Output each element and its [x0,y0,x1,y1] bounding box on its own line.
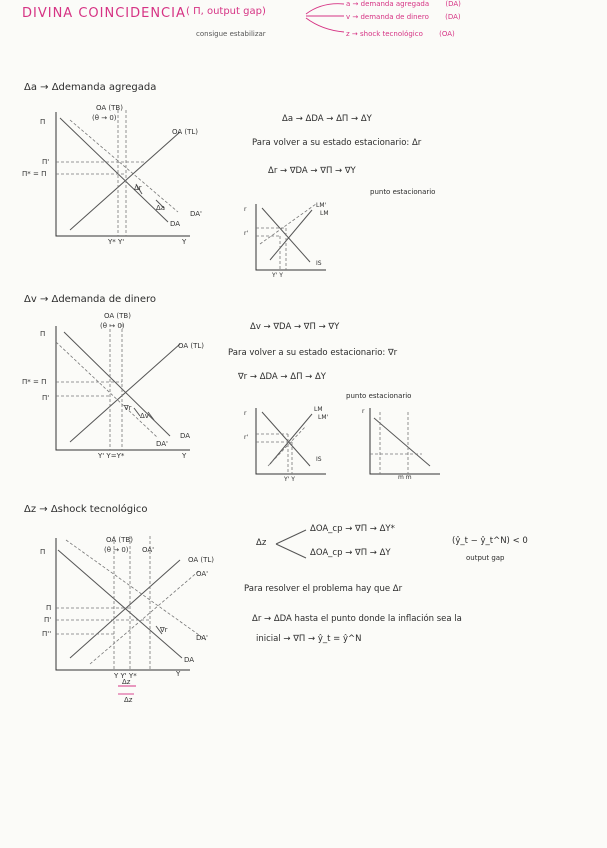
s1-note: punto estacionario [370,188,436,196]
s3-oa2: OA' [142,546,155,554]
s2-lm: LM [314,406,323,413]
s2-chain1: Δv → ∇DA → ∇Π → ∇Y [250,322,340,332]
page-title: DIVINA COINCIDENCIA [22,6,186,21]
section3-heading: Δz → Δshock tecnológico [24,504,148,515]
s2-text: Para volver a su estado estacionario: ∇r [228,348,398,358]
s3-text1: Para resolver el problema hay que Δr [244,584,403,594]
s1-islm-y: Y' Y [272,272,283,279]
s1-y-marks: Y* Y' [108,238,125,246]
s3-gap: (ŷ_t − ŷ_t^N) < 0 [452,536,528,546]
s2-r1: r' [244,434,249,441]
s3-gap-label: output gap [466,554,505,562]
title-paren: ( Π, output gap) [186,6,266,17]
s1-oa-tb: OA (TB) [96,104,123,112]
s2-pi1: Π' [42,394,50,402]
header-item-a: a → demanda agregada (DA) [346,0,461,8]
s2-money-r: r [362,408,365,415]
s3-y-marks: Y Y' Y* [114,672,137,680]
s3-tree-branches [274,526,310,562]
s2-axis-pi: Π [40,330,46,338]
s1-chain1: Δa → ΔDA → ΔΠ → ΔY [282,114,372,124]
s3-branch2: ΔOA_cp → ∇Π → ΔY [310,548,391,558]
s1-chain2: Δr → ∇DA → ∇Π → ∇Y [268,166,356,176]
s3-axis-y: Y [176,670,181,678]
s1-axis-y: Y [182,238,187,246]
section2-heading: Δv → Δdemanda de dinero [24,294,157,305]
s2-y-marks: Y' Y=Y* [98,452,125,460]
section1-oa-da-graph [30,104,230,254]
s2-money-graph [360,404,450,484]
s3-tree-root: Δz [256,538,267,548]
s3-da2: DA' [196,634,208,642]
s3-oa-tb: OA (TB) [106,536,133,544]
header-arrows [302,0,352,40]
s1-lm2: LM' [316,202,327,209]
s2-lm2: LM' [318,414,329,421]
s3-text2: Δr → ΔDA hasta el punto donde la inflación sea la [252,614,462,624]
s2-axis-y: Y [182,452,187,460]
section3-oa-da-graph [30,530,230,690]
s2-oa-tl: OA (TL) [178,342,205,350]
s3-axis-pi: Π [40,548,46,556]
s3-text3: inicial → ∇Π → ŷ_t = ŷ^N [256,634,362,644]
s2-money-m: m m [398,474,412,481]
s2-note: punto estacionario [346,392,412,400]
s2-oa-tb: OA (TB) [104,312,131,320]
s2-islm-y: Y' Y [284,476,295,483]
s1-is: IS [316,260,322,267]
s1-lm: LM [320,210,329,217]
s3-oa-tb-sub: (θ → 0) [104,546,129,554]
s2-arrow-r: ∇r [124,404,132,412]
s1-oa-tb-sub: (θ → 0) [92,114,117,122]
s3-pi: Π [46,604,52,612]
s1-da2: DA' [190,210,202,218]
s3-da: DA [184,656,195,664]
s1-da: DA [170,220,181,228]
s2-oa-tb-sub: (θ → 0) [100,322,125,330]
s1-text: Para volver a su estado estacionario: Δr [252,138,422,148]
s1-arrow-da: Δa [156,204,166,212]
s1-r1: r' [244,230,249,237]
header-item-v: v → demanda de dinero (DA) [346,13,461,21]
s1-r: r [244,206,247,213]
s1-pi1: Π' [42,158,50,166]
s3-oa-tl: OA (TL) [188,556,215,564]
s2-da2: DA' [156,440,168,448]
s2-pi-eq: Π* = Π [22,378,47,386]
s1-arrow-dr: Δr [134,184,142,192]
s2-r: r [244,410,247,417]
s1-oa-tl: OA (TL) [172,128,199,136]
section2-oa-da-graph [30,318,230,468]
section1-heading: Δa → Δdemanda agregada [24,82,157,93]
s2-da: DA [180,432,191,440]
s2-chain2: ∇r → ΔDA → ΔΠ → ΔY [238,372,326,382]
s2-is: IS [316,456,322,463]
s3-pi2: Π'' [42,630,52,638]
s3-dz1: Δz [122,678,131,686]
s3-pi1: Π' [44,616,52,624]
s2-arrow-v: Δv [140,412,149,420]
s1-pi-eq: Π* = Π [22,170,47,178]
s3-dz2: Δz [124,696,133,704]
s3-oa-tl2: OA' [196,570,209,578]
s3-branch1: ΔOA_cp → ∇Π → ΔY* [310,524,395,534]
header-item-z: z → shock tecnológico (OA) [346,30,455,38]
title-subtitle: consigue estabilizar [196,30,266,38]
s3-arrow: ∇r [160,626,168,634]
s1-axis-pi: Π [40,118,46,126]
